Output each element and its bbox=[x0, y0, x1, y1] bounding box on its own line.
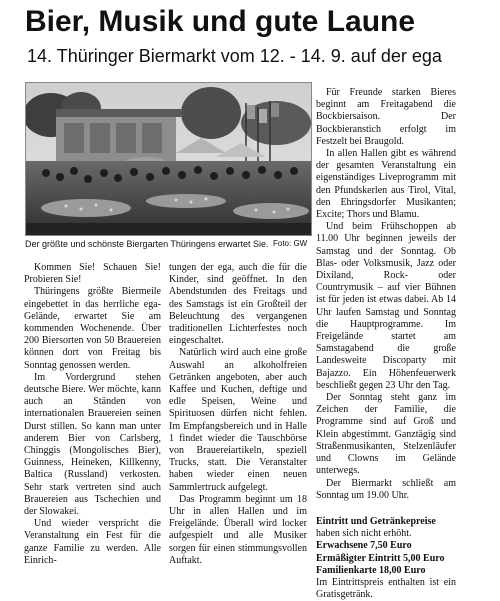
paragraph: In allen Hallen gibt es während der gesamten Veranstaltung ein eigenständiges Liveprogramm mit den Pfundskerlen aus Tirol, Vital, den Ehringsdorfer Musikanten; Excite; Thors und Blamu. bbox=[316, 148, 456, 221]
text-column-3 bbox=[316, 87, 456, 601]
photo-credit: Foto: GW bbox=[273, 239, 308, 248]
paragraph: Der Sonntag steht ganz im Zeichen der Familie, die Programme sind auf Groß und Klein abgestimmt. Ganztägig sind Straßenmusikanten, Stelzenläufer und Clowns im Gelände unterwegs. bbox=[316, 392, 456, 477]
beer-garden-photo bbox=[25, 82, 312, 236]
price-intro: haben sich nicht erhöht. bbox=[316, 528, 412, 540]
price-adults: Erwachsene 7,50 Euro bbox=[316, 540, 412, 552]
price-box bbox=[316, 516, 456, 601]
caption-text: Der größte und schönste Biergarten Thüringens erwartet Sie. bbox=[25, 239, 269, 249]
price-heading: Eintritt und Getränkepreise bbox=[316, 515, 436, 527]
paragraph: Natürlich wird auch eine große Auswahl an alkoholfreien Getränken angeboten, aber auch Kaffee und Kuchen, deftige und edle Speisen, Weine und Spirituosen dürfen nicht fehlen. Im Empfangsbereich und in Halle 1 findet wieder die Tauschbörse von Brauereiartikeln, speziell Trucks, statt. Die Veranstalter haben wieder einen neuen Sammlertruck aufgelegt. bbox=[169, 347, 307, 493]
text-column-2 bbox=[169, 262, 307, 567]
text-column-1 bbox=[24, 262, 161, 567]
photo-caption bbox=[25, 238, 315, 250]
paragraph: Und wieder verspricht die Veranstaltung ein Fest für die ganze Familie zu werden. Alle Einrich- bbox=[24, 518, 161, 566]
headline: Bier, Musik und gute Laune bbox=[25, 5, 416, 38]
paragraph: Und beim Frühschoppen ab 11.00 Uhr beginnen jeweils der Samstag und der Sonntag. Ob Blas- oder Volksmusik, Jazz oder Dixiland, Rock- oder Countrymusik – auf vier Bühnen ist für jeden ist etwas dabei. Ab 14 Uhr laufen Samstag und Sonntag die Hauptprogramme. Im Freigelände startet am Samstagabend die große Landesweite Discoparty mit Bajazzo. Ein Höhenfeuerwerk beschließt gegen 23 Uhr den Tag. bbox=[316, 221, 456, 391]
paragraph: Das Programm beginnt um 18 Uhr in allen Hallen und im Freigelände. Überall wird locker aufgespielt und alle Musiker sorgen für einen stimmungsvollen Auftakt. bbox=[169, 493, 307, 566]
paragraph: Für Freunde starken Bieres beginnt am Freitagabend die Bockbiersaison. Der Bockbieranstich erfolgt im Festzelt bei Braugold. bbox=[316, 87, 456, 147]
paragraph: Thüringens größte Biermeile eingebettet in das herrliche ega-Gelände, erwartet Sie am kommenden Wochenende. Über 200 Biersorten von 50 Brauereien können dort von Freitag bis Sonntag genossen werden. bbox=[24, 286, 161, 371]
paragraph: Im Vordergrund stehen deutsche Biere. Wer möchte, kann auch an Ständen von internationalen Brauereien seinen Durst stillen. So kann man unter anderem Bier von Carlsberg, Chinggis (Mongolisches Bier), Guinness, Heineken, Killkenny, Baltica (Russland) verkosten. Sehr stark vertreten sind auch Brauereien aus Tschechien und der Slowakei. bbox=[24, 371, 161, 518]
paragraph: Der Biermarkt schließt am Sonntag um 19.00 Uhr. bbox=[316, 477, 456, 501]
price-reduced: Ermäßigter Eintritt 5,00 Euro bbox=[316, 552, 445, 564]
paragraph: tungen der ega, auch die für die Kinder, sind geöffnet. In den Abendstunden des Freitags und des Samstags ist ein Großteil der Beleuchtung des vergangenen traditionellen Lichterfestes noch eingeschaltet. bbox=[169, 262, 307, 347]
price-note: Im Eintrittspreis enthalten ist ein Gratisgetränk. bbox=[316, 576, 456, 601]
paragraph: Kommen Sie! Schauen Sie! Probieren Sie! bbox=[24, 262, 161, 286]
subheadline: 14. Thüringer Biermarkt vom 12. - 14. 9. auf der ega bbox=[27, 46, 442, 66]
price-family: Familienkarte 18,00 Euro bbox=[316, 564, 426, 576]
